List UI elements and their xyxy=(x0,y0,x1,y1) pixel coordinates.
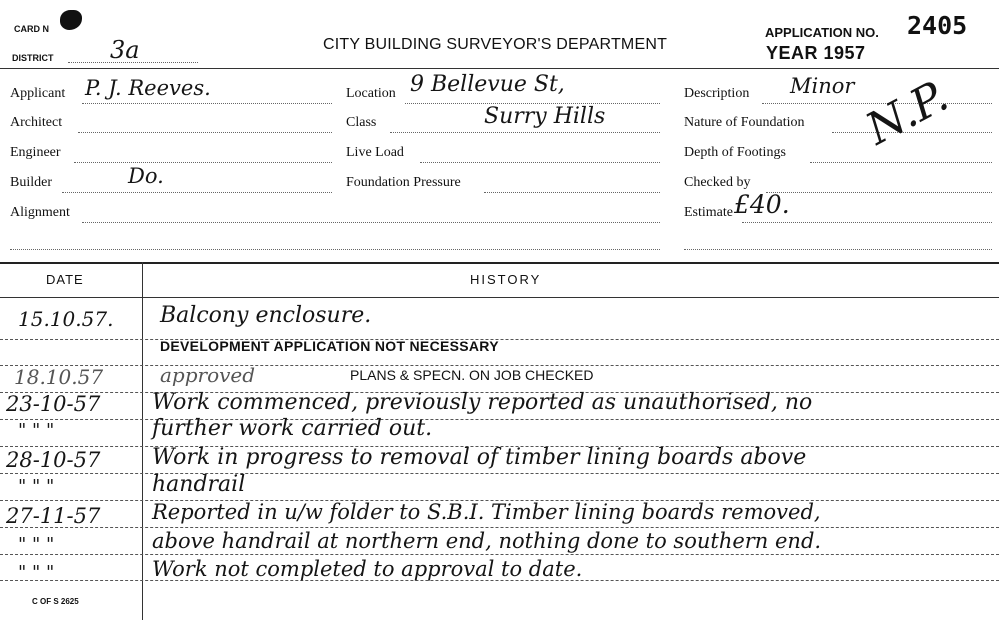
engineer-label: Engineer xyxy=(10,145,61,160)
depth-of-footings-label: Depth of Footings xyxy=(684,145,786,160)
year: YEAR 1957 xyxy=(766,43,866,63)
estimate-value: £40. xyxy=(734,190,790,219)
history-entry: further work carried out. xyxy=(152,416,433,441)
history-date: 27-11-57 xyxy=(6,504,101,528)
description-label: Description xyxy=(684,86,750,101)
district-label: DISTRICT xyxy=(12,53,54,63)
history-entry: handrail xyxy=(152,472,246,497)
history-stamp: DEVELOPMENT APPLICATION NOT NECESSARY xyxy=(160,338,499,354)
applicant-label: Applicant xyxy=(10,86,66,101)
history-entry: Work commenced, previously reported as unauthorised, no xyxy=(152,390,813,415)
description-value: Minor xyxy=(790,74,855,98)
history-date: 18.10.57 xyxy=(14,365,104,389)
estimate-label: Estimate xyxy=(684,205,733,220)
history-entry: approved xyxy=(160,363,256,387)
history-column-header: HISTORY xyxy=(470,272,542,287)
card-no-label: CARD N xyxy=(14,24,49,34)
history-entry: Reported in u/w folder to S.B.I. Timber lining boards removed, xyxy=(152,500,821,524)
history-date: 23-10-57 xyxy=(6,392,101,416)
class-value: Surry Hills xyxy=(484,104,606,129)
history-date: " " " xyxy=(18,562,55,583)
live-load-label: Live Load xyxy=(346,145,404,160)
history-date: " " " xyxy=(18,420,55,441)
builder-value: Do. xyxy=(128,164,164,188)
location-value: 9 Bellevue St, xyxy=(410,72,565,97)
date-column-header: DATE xyxy=(46,272,84,287)
history-date: 15.10.57. xyxy=(18,307,114,331)
location-label: Location xyxy=(346,86,396,101)
history-date: 28-10-57 xyxy=(6,448,101,472)
history-entry: above handrail at northern end, nothing done to southern end. xyxy=(152,529,822,553)
district-value: 3a xyxy=(110,36,140,64)
class-label: Class xyxy=(346,115,377,130)
nature-of-foundation-label: Nature of Foundation xyxy=(684,115,805,130)
checked-by-label: Checked by xyxy=(684,175,751,190)
application-label: APPLICATION NO. xyxy=(765,25,879,40)
history-date: " " " xyxy=(18,476,55,497)
ink-blot xyxy=(60,10,82,30)
foundation-pressure-label: Foundation Pressure xyxy=(346,175,461,190)
history-entry: Balcony enclosure. xyxy=(160,303,372,328)
alignment-label: Alignment xyxy=(10,205,70,220)
department-title: CITY BUILDING SURVEYOR'S DEPARTMENT xyxy=(323,36,668,53)
form-code: C OF S 2625 xyxy=(32,597,79,606)
history-date: " " " xyxy=(18,534,55,555)
builder-label: Builder xyxy=(10,175,52,190)
architect-label: Architect xyxy=(10,115,63,130)
application-number: 2405 xyxy=(907,11,968,40)
margin-note: N.P. xyxy=(858,70,957,156)
applicant-value: P. J. Reeves. xyxy=(85,76,211,100)
history-entry: Work not completed to approval to date. xyxy=(152,557,583,581)
history-entry: Work in progress to removal of timber lining boards above xyxy=(152,445,807,470)
plans-checked-stamp: PLANS & SPECN. ON JOB CHECKED xyxy=(350,367,594,383)
